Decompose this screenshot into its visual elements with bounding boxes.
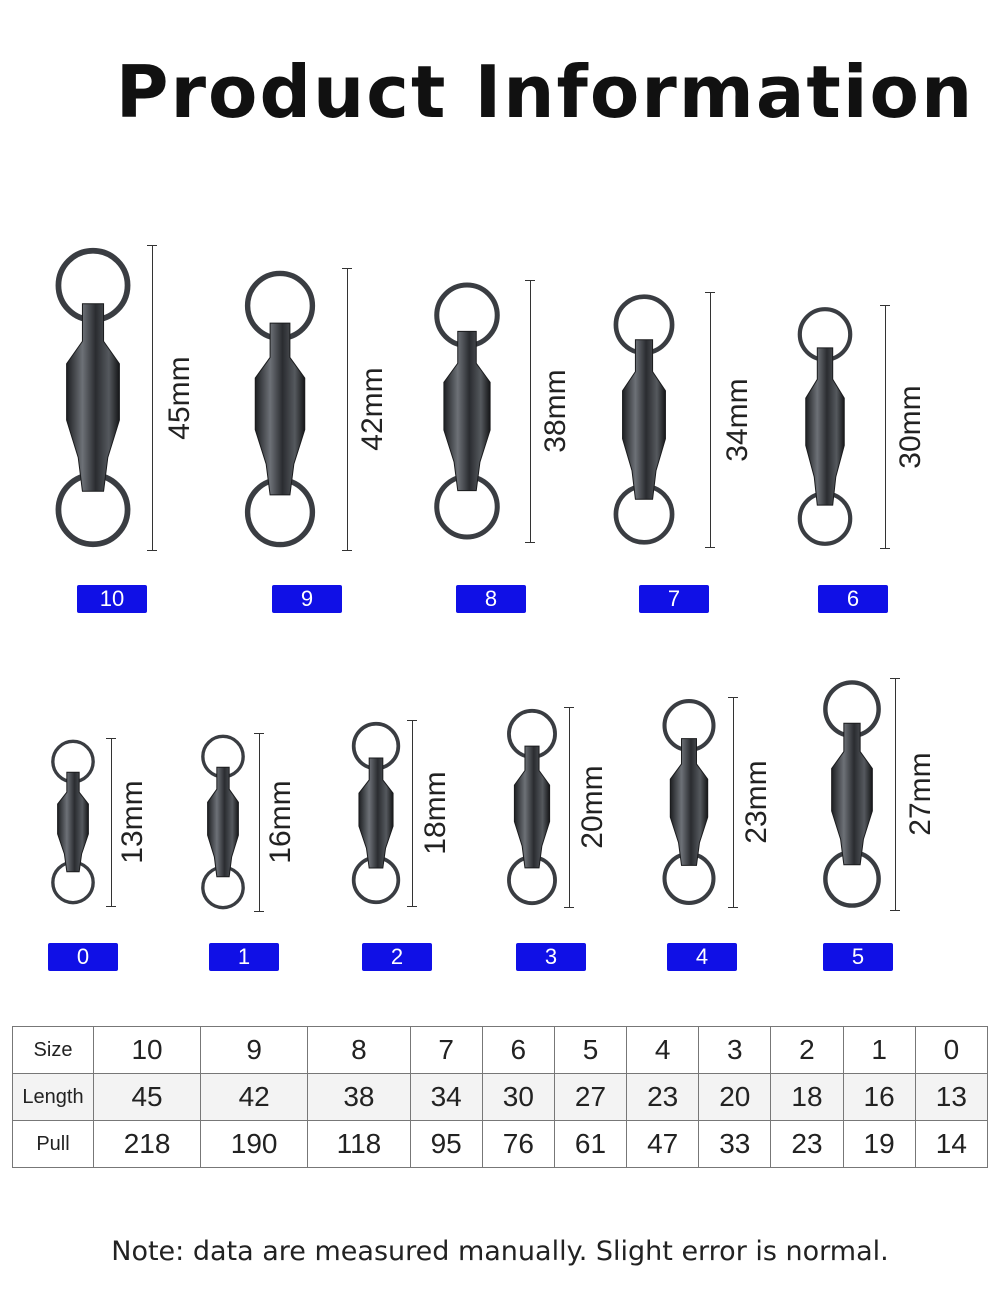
size-badge: 2 xyxy=(362,943,432,971)
size-badge: 6 xyxy=(818,585,888,613)
table-cell: 7 xyxy=(410,1027,482,1074)
table-cell: 118 xyxy=(308,1121,410,1168)
table-cell: 14 xyxy=(915,1121,987,1168)
table-cell: 1 xyxy=(843,1027,915,1074)
table-row xyxy=(13,1074,988,1121)
swivel-image xyxy=(45,738,101,906)
table-row xyxy=(13,1027,988,1074)
table-cell: 5 xyxy=(554,1027,626,1074)
swivel-image xyxy=(500,707,564,907)
table-cell: 23 xyxy=(627,1074,699,1121)
swivel-image xyxy=(605,292,683,547)
length-label: 34mm xyxy=(721,377,754,462)
table-cell: 6 xyxy=(482,1027,554,1074)
table-cell: 95 xyxy=(410,1121,482,1168)
swivel-image xyxy=(790,305,860,548)
table-cell: 10 xyxy=(94,1027,201,1074)
length-label: 45mm xyxy=(163,355,196,440)
table-cell: 218 xyxy=(94,1121,201,1168)
length-label: 27mm xyxy=(904,752,937,836)
table-row xyxy=(13,1121,988,1168)
table-cell: 38 xyxy=(308,1074,410,1121)
table-cell: 2 xyxy=(771,1027,843,1074)
swivel-image xyxy=(235,268,325,550)
table-cell: 61 xyxy=(554,1121,626,1168)
table-cell: 19 xyxy=(843,1121,915,1168)
table-cell: 9 xyxy=(201,1027,308,1074)
size-badge: 0 xyxy=(48,943,118,971)
size-badge: 1 xyxy=(209,943,279,971)
size-badge: 9 xyxy=(272,585,342,613)
length-label: 30mm xyxy=(894,384,927,469)
table-cell: 13 xyxy=(915,1074,987,1121)
swivel-image xyxy=(815,678,889,910)
length-label: 42mm xyxy=(356,367,389,451)
table-cell: 8 xyxy=(308,1027,410,1074)
table-cell: 34 xyxy=(410,1074,482,1121)
length-label: 18mm xyxy=(419,771,452,855)
row-header: Size xyxy=(13,1027,94,1074)
size-badge: 5 xyxy=(823,943,893,971)
table-cell: 76 xyxy=(482,1121,554,1168)
size-badge: 4 xyxy=(667,943,737,971)
length-label: 38mm xyxy=(539,369,572,453)
size-badge: 10 xyxy=(77,585,147,613)
size-badge: 7 xyxy=(639,585,709,613)
spec-table xyxy=(12,1026,988,1168)
table-cell: 33 xyxy=(699,1121,771,1168)
length-label: 23mm xyxy=(740,760,773,844)
table-cell: 18 xyxy=(771,1074,843,1121)
swivel-image xyxy=(425,280,509,542)
table-cell: 3 xyxy=(699,1027,771,1074)
table-cell: 20 xyxy=(699,1074,771,1121)
measurement-note: Note: data are measured manually. Slight error is normal. xyxy=(111,1236,889,1267)
table-cell: 16 xyxy=(843,1074,915,1121)
length-label: 13mm xyxy=(116,780,149,864)
table-cell: 190 xyxy=(201,1121,308,1168)
size-badge: 3 xyxy=(516,943,586,971)
row-header: Length xyxy=(13,1074,94,1121)
swivel-image xyxy=(195,733,251,911)
table-cell: 47 xyxy=(627,1121,699,1168)
length-label: 16mm xyxy=(264,780,297,864)
table-cell: 0 xyxy=(915,1027,987,1074)
table-cell: 45 xyxy=(94,1074,201,1121)
row-header: Pull xyxy=(13,1121,94,1168)
table-cell: 42 xyxy=(201,1074,308,1121)
table-cell: 30 xyxy=(482,1074,554,1121)
length-label: 20mm xyxy=(576,765,609,849)
size-badge: 8 xyxy=(456,585,526,613)
swivel-image xyxy=(45,245,141,550)
swivel-image xyxy=(345,720,407,906)
page-title: Product Information xyxy=(115,50,975,134)
table-cell: 4 xyxy=(627,1027,699,1074)
table-cell: 27 xyxy=(554,1074,626,1121)
swivel-image xyxy=(655,697,723,907)
table-cell: 23 xyxy=(771,1121,843,1168)
